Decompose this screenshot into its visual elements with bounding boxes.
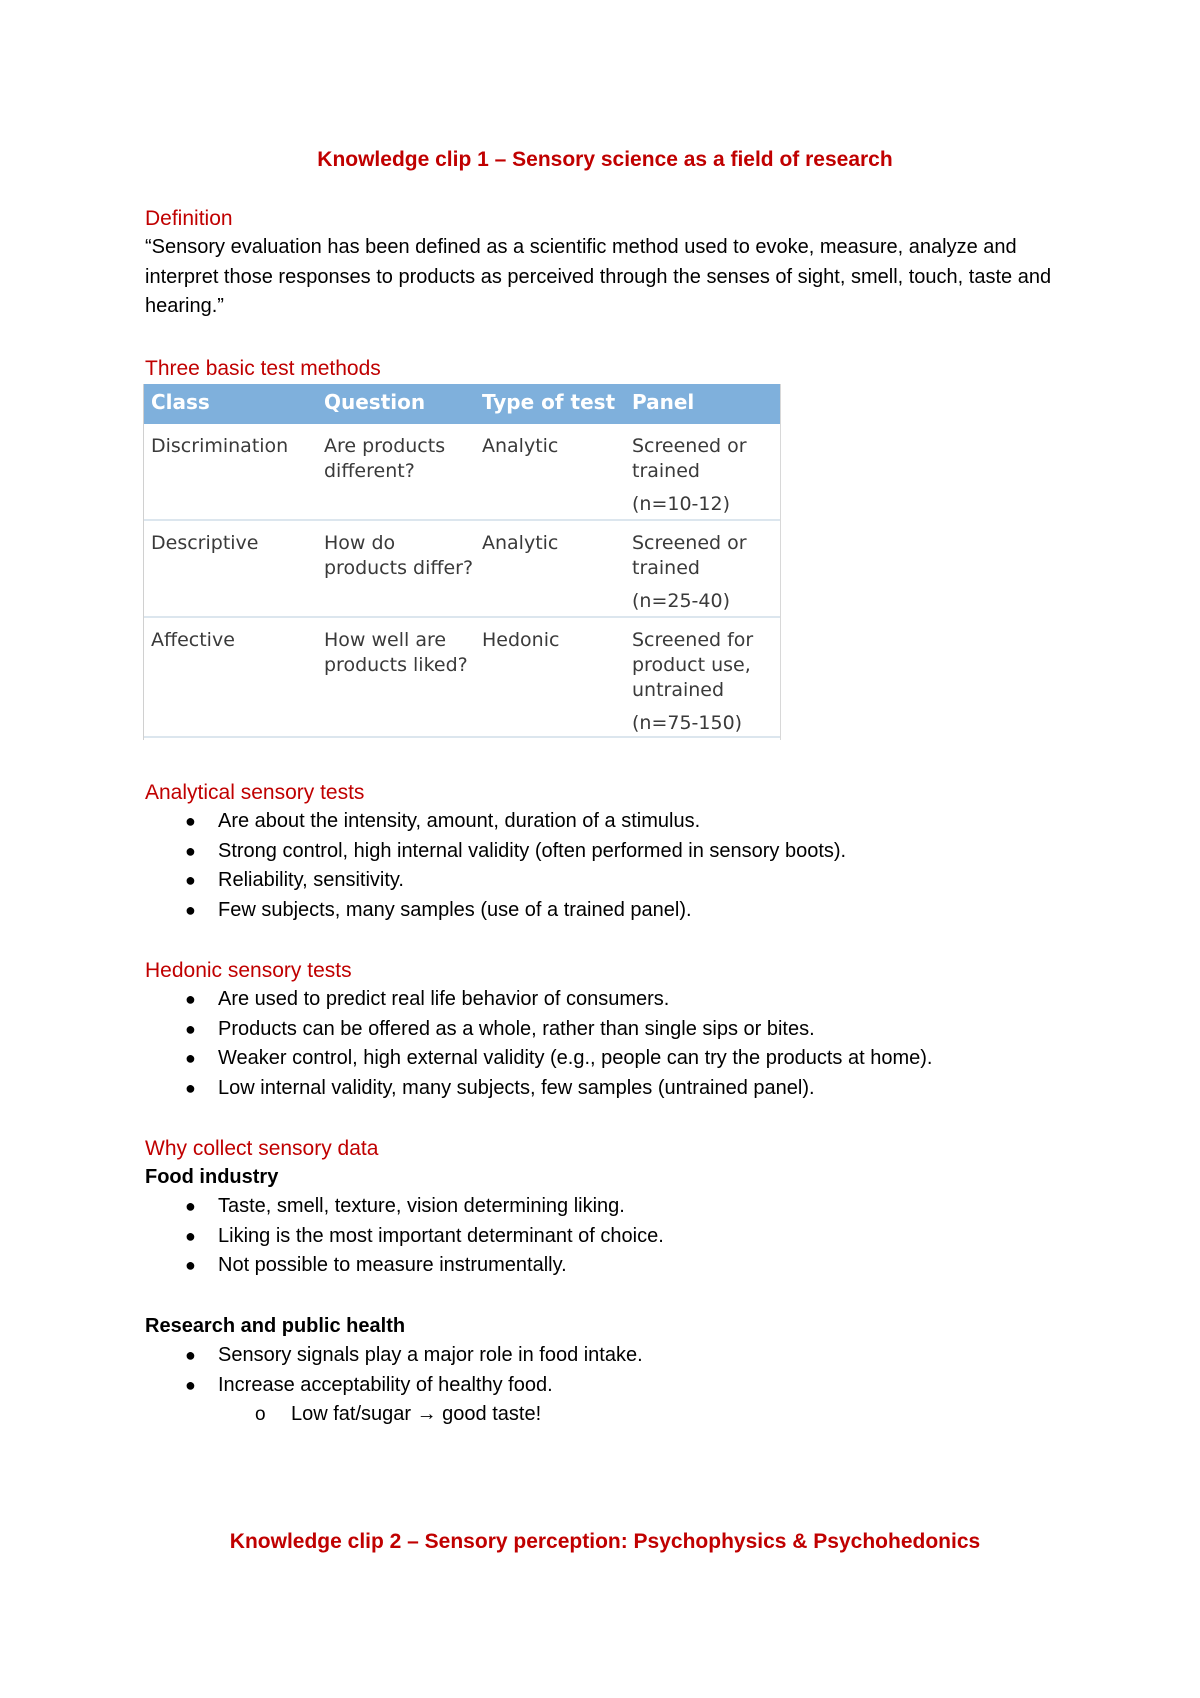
row-panel (632, 434, 777, 517)
clip1-title: Knowledge clip 1 – Sensory science as a field of research (317, 148, 893, 171)
row-panel-n: (n=75-150) (632, 712, 743, 734)
food-industry-heading: Food industry (145, 1166, 279, 1188)
table-row (144, 618, 780, 738)
row-panel-text: Screened or trained (632, 532, 747, 579)
col-question-header: Question (324, 390, 426, 414)
bullet-icon: ● (185, 989, 196, 1009)
bullet-icon: ● (185, 1018, 196, 1039)
col-panel-header: Panel (632, 390, 695, 414)
table-header (144, 384, 780, 424)
analytical-heading: Analytical sensory tests (145, 781, 365, 804)
list-item: ● Taste, smell, texture, vision determining liking. (145, 1192, 1065, 1222)
bullet-icon: ● (185, 1374, 196, 1395)
col-type-header: Type of test (482, 390, 616, 414)
row-question: Are products different? (324, 435, 446, 482)
analytical-section (145, 778, 1065, 925)
list-item: ● Low internal validity, many subjects, few samples (untrained panel). (145, 1074, 1065, 1104)
bullet-icon: ● (185, 1196, 196, 1216)
definition-heading: Definition (145, 207, 233, 230)
hedonic-heading: Hedonic sensory tests (145, 959, 352, 982)
clip2-title: Knowledge clip 2 – Sensory perception: Psychophysics & Psychohedonics (229, 1530, 981, 1553)
definition-section (145, 204, 1065, 322)
list-item: ● Not possible to measure instrumentally. (145, 1251, 1065, 1281)
why-heading: Why collect sensory data (145, 1137, 379, 1160)
methods-section (145, 354, 1065, 383)
bullet-icon: ● (185, 899, 196, 920)
list-item: ● Strong control, high internal validity (often performed in sensory boots). (145, 837, 1065, 867)
bullet-icon: ● (185, 1255, 196, 1275)
row-question: How do products differ? (324, 532, 474, 579)
food-industry-list (145, 1192, 1065, 1281)
analytical-list (145, 807, 1065, 925)
list-item: ● Few subjects, many samples (use of a trained panel). (145, 896, 1065, 926)
list-item: o Low fat/sugar → good taste! (145, 1400, 1065, 1430)
row-type: Hedonic (482, 629, 560, 651)
why-section (145, 1134, 1065, 1281)
list-item: ● Increase acceptability of healthy food. (145, 1371, 1065, 1401)
row-class: Discrimination (151, 435, 289, 457)
row-panel-n: (n=10-12) (632, 493, 730, 515)
definition-text: “Sensory evaluation has been defined as a scientific method used to evoke, measure, analyze and interpret those responses to products as perceived through the senses of sight, smell, touch, taste and hearing.” (145, 236, 1052, 317)
hedonic-list (145, 985, 1065, 1103)
research-sub-list (145, 1400, 1065, 1430)
research-heading: Research and public health (145, 1315, 406, 1337)
row-panel-text: Screened for product use, untrained (632, 629, 754, 701)
list-item: ● Liking is the most important determinant of choice. (145, 1222, 1065, 1252)
bullet-icon: ● (185, 1225, 196, 1246)
col-class-header: Class (151, 390, 210, 414)
methods-table (143, 384, 781, 740)
row-question: How well are products liked? (324, 629, 468, 676)
list-item: ● Weaker control, high external validity (e.g., people can try the products at home). (145, 1044, 1065, 1074)
table-row (144, 424, 780, 521)
row-type: Analytic (482, 532, 559, 554)
row-panel-n: (n=25-40) (632, 590, 730, 612)
table-row (144, 521, 780, 618)
list-item: ● Products can be offered as a whole, rather than single sips or bites. (145, 1015, 1065, 1045)
list-item: ● Are about the intensity, amount, duration of a stimulus. (145, 807, 1065, 837)
bullet-icon: ● (185, 840, 196, 861)
research-list (145, 1341, 1065, 1400)
bullet-icon: ● (185, 1077, 196, 1098)
hedonic-section (145, 956, 1065, 1103)
list-item: ● Are used to predict real life behavior of consumers. (145, 985, 1065, 1015)
row-panel (632, 531, 777, 614)
methods-heading: Three basic test methods (145, 357, 381, 380)
list-item: ● Sensory signals play a major role in food intake. (145, 1341, 1065, 1371)
row-type: Analytic (482, 435, 559, 457)
row-class: Affective (151, 629, 235, 651)
row-panel (632, 628, 777, 736)
bullet-icon: ● (185, 870, 196, 890)
sub-bullet-icon: o (255, 1404, 266, 1425)
research-section (145, 1312, 1065, 1430)
row-class: Descriptive (151, 532, 259, 554)
bullet-icon: ● (185, 1048, 196, 1068)
bullet-icon: ● (185, 1345, 196, 1365)
row-panel-text: Screened or trained (632, 435, 747, 482)
bullet-icon: ● (185, 811, 196, 831)
list-item: ● Reliability, sensitivity. (145, 866, 1065, 896)
